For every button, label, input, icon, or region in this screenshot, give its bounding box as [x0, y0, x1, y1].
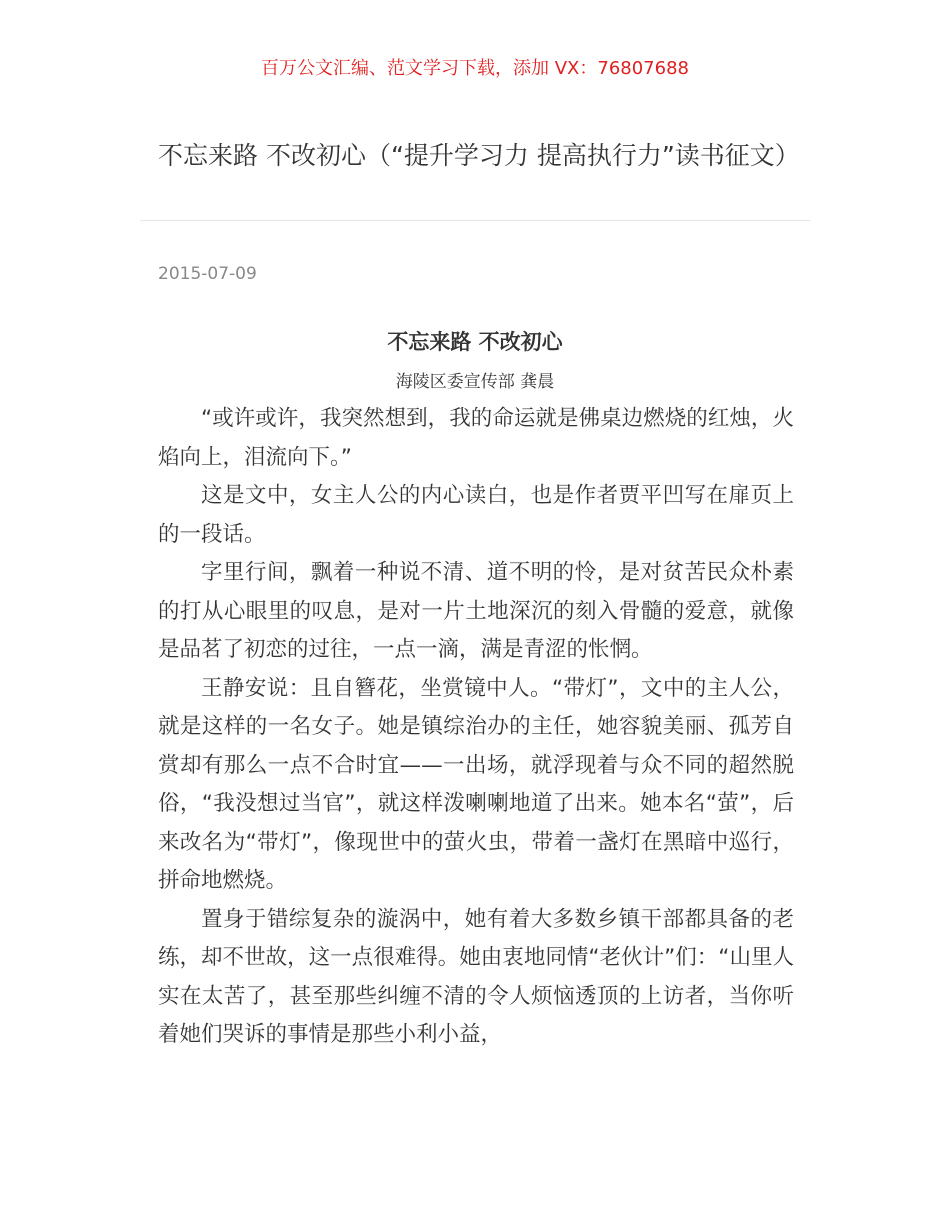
article-title: 不忘来路 不改初心	[387, 330, 563, 354]
paragraph: 王静安说：且自簪花，坐赏镜中人。“带灯”，文中的主人公，就是这样的一名女子。她是镇综治办的主任，她容貌美丽、孤芳自赏却有那么一点不合时宜——一出场，就浮现着与众不同的超然脱俗，“我没想过当官”，就这样泼喇喇地道了出来。她本名“萤”，后来改名为“带灯”，像现世中的萤火虫，带着一盏灯在黑暗中巡行，拼命地燃烧。	[158, 675, 794, 893]
paragraph: 置身于错综复杂的漩涡中，她有着大多数乡镇干部都具备的老练，却不世故，这一点很难得。她由衷地同情“老伙计”们：“山里人实在太苦了，甚至那些纠缠不清的令人烦恼透顶的上访者，当你听着她们哭诉的事情是那些小利小益，	[158, 906, 794, 1047]
publish-date: 2015-07-09	[158, 264, 257, 284]
page-title: 不忘来路 不改初心（“提升学习力 提高执行力”读书征文）	[158, 141, 800, 170]
paragraph: 字里行间，飘着一种说不清、道不明的怜，是对贫苦民众朴素的打从心眼里的叹息，是对一片土地深沉的刻入骨髓的爱意，就像是品茗了初恋的过往，一点一滴，满是青涩的怅惘。	[158, 560, 794, 662]
paragraph: 这是文中，女主人公的内心读白，也是作者贾平凹写在扉页上的一段话。	[158, 483, 794, 547]
paragraph: “或许或许，我突然想到，我的命运就是佛桌边燃烧的红烛，火焰向上，泪流向下。”	[158, 406, 794, 470]
article-body	[158, 400, 794, 1055]
title-divider	[140, 220, 810, 221]
promo-banner: 百万公文汇编、范文学习下载，添加 VX：76807688	[261, 58, 689, 79]
article-author: 海陵区委宣传部 龚晨	[395, 372, 555, 392]
